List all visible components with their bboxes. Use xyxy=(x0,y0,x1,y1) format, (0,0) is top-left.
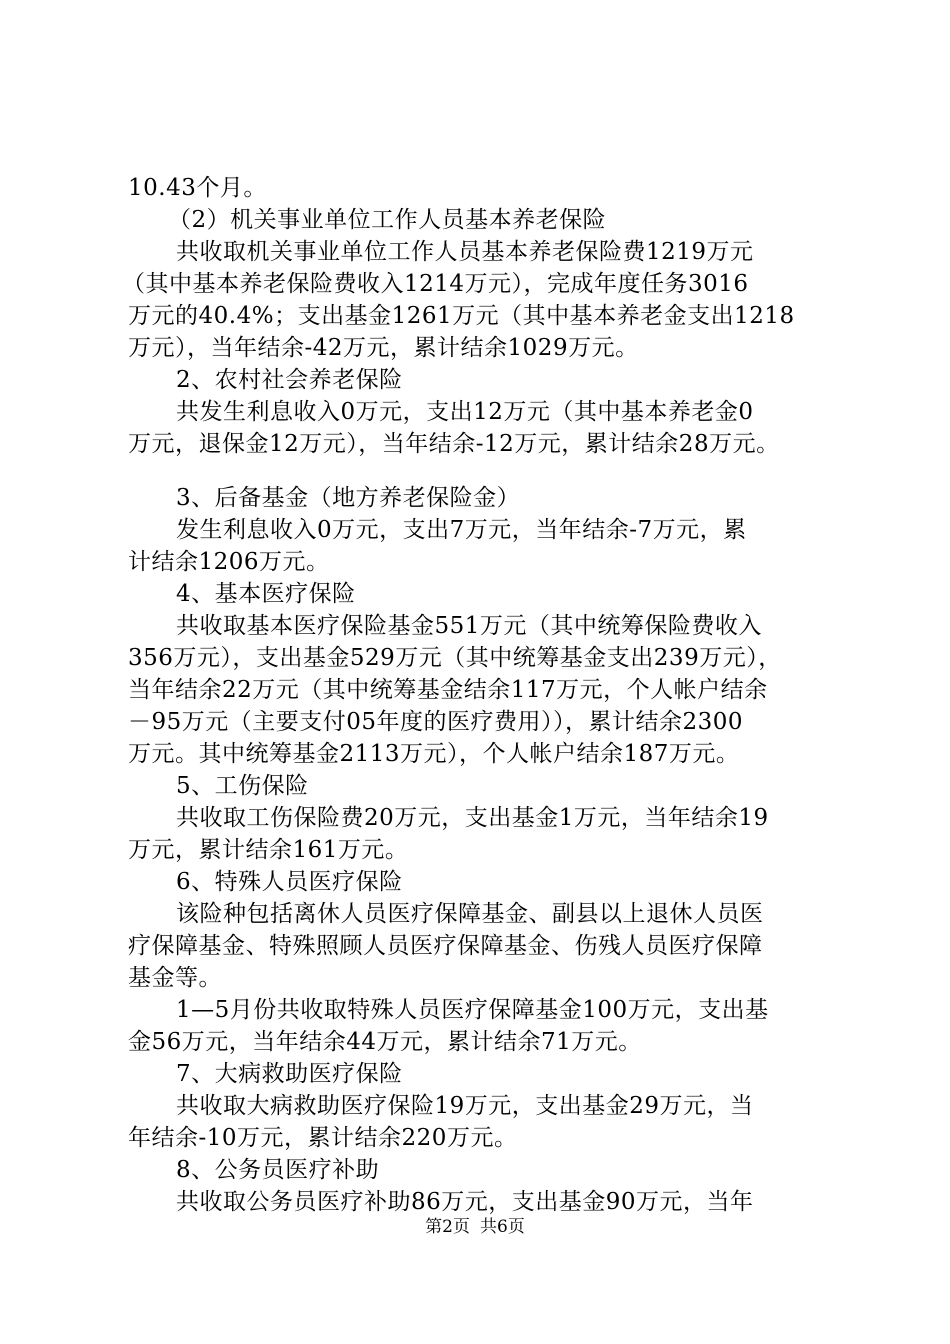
text-line: 共发生利息收入0万元，支出12万元（其中基本养老金0 xyxy=(176,399,754,425)
page-number: 第2页 xyxy=(425,1217,470,1237)
document-body xyxy=(122,172,840,1218)
text-line: 356万元），支出基金529万元（其中统筹基金支出239万元）， xyxy=(128,645,782,671)
text-line: 10.43个月。 xyxy=(128,175,267,201)
text-line: 共收取工伤保险费20万元，支出基金1万元，当年结余19 xyxy=(176,805,769,831)
text-line: 基金等。 xyxy=(128,965,222,991)
subsection-heading: （2）机关事业单位工作人员基本养老保险 xyxy=(168,207,607,233)
text-line: 金56万元，当年结余44万元，累计结余71万元。 xyxy=(128,1029,642,1055)
section-heading: 3、后备基金（地方养老保险金） xyxy=(176,485,521,511)
text-line: 万元的40.4%；支出基金1261万元（其中基本养老金支出1218 xyxy=(128,303,795,329)
text-line: 1—5月份共收取特殊人员医疗保障基金100万元，支出基 xyxy=(176,997,769,1023)
text-line: 万元），当年结余-42万元，累计结余1029万元。 xyxy=(128,335,639,361)
text-line: 当年结余22万元（其中统筹基金结余117万元，个人帐户结余 xyxy=(128,677,768,703)
text-line: 万元，累计结余161万元。 xyxy=(128,837,409,863)
page-total: 共6页 xyxy=(480,1217,525,1237)
section-heading: 4、基本医疗保险 xyxy=(176,581,356,607)
text-line: 发生利息收入0万元，支出7万元，当年结余-7万元，累 xyxy=(176,517,747,543)
text-line: 共收取基本医疗保险基金551万元（其中统筹保险费收入 xyxy=(176,613,762,639)
section-heading: 6、特殊人员医疗保险 xyxy=(176,869,403,895)
text-line: 共收取公务员医疗补助86万元，支出基金90万元，当年 xyxy=(176,1189,754,1215)
text-line: 万元，退保金12万元），当年结余-12万元，累计结余28万元。 xyxy=(128,431,780,457)
text-line: －95万元（主要支付05年度的医疗费用）），累计结余2300 xyxy=(128,709,744,735)
text-line: 该险种包括离休人员医疗保障基金、副县以上退休人员医 xyxy=(176,901,764,927)
text-line: 万元。其中统筹基金2113万元），个人帐户结余187万元。 xyxy=(128,741,740,767)
section-heading: 7、大病救助医疗保险 xyxy=(176,1061,403,1087)
text-line: 共收取机关事业单位工作人员基本养老保险费1219万元 xyxy=(176,239,754,265)
text-line: 共收取大病救助医疗保险19万元，支出基金29万元，当 xyxy=(176,1093,754,1119)
page-footer xyxy=(0,1216,950,1238)
text-line: 疗保障基金、特殊照顾人员医疗保障基金、伤残人员医疗保障 xyxy=(128,933,763,959)
section-heading: 5、工伤保险 xyxy=(176,773,309,799)
text-line: 年结余-10万元，累计结余220万元。 xyxy=(128,1125,518,1151)
section-heading: 2、农村社会养老保险 xyxy=(176,367,403,393)
text-line: 计结余1206万元。 xyxy=(128,549,330,575)
section-heading: 8、公务员医疗补助 xyxy=(176,1157,380,1183)
text-line: （其中基本养老保险费收入1214万元），完成年度任务3016 xyxy=(122,271,749,297)
